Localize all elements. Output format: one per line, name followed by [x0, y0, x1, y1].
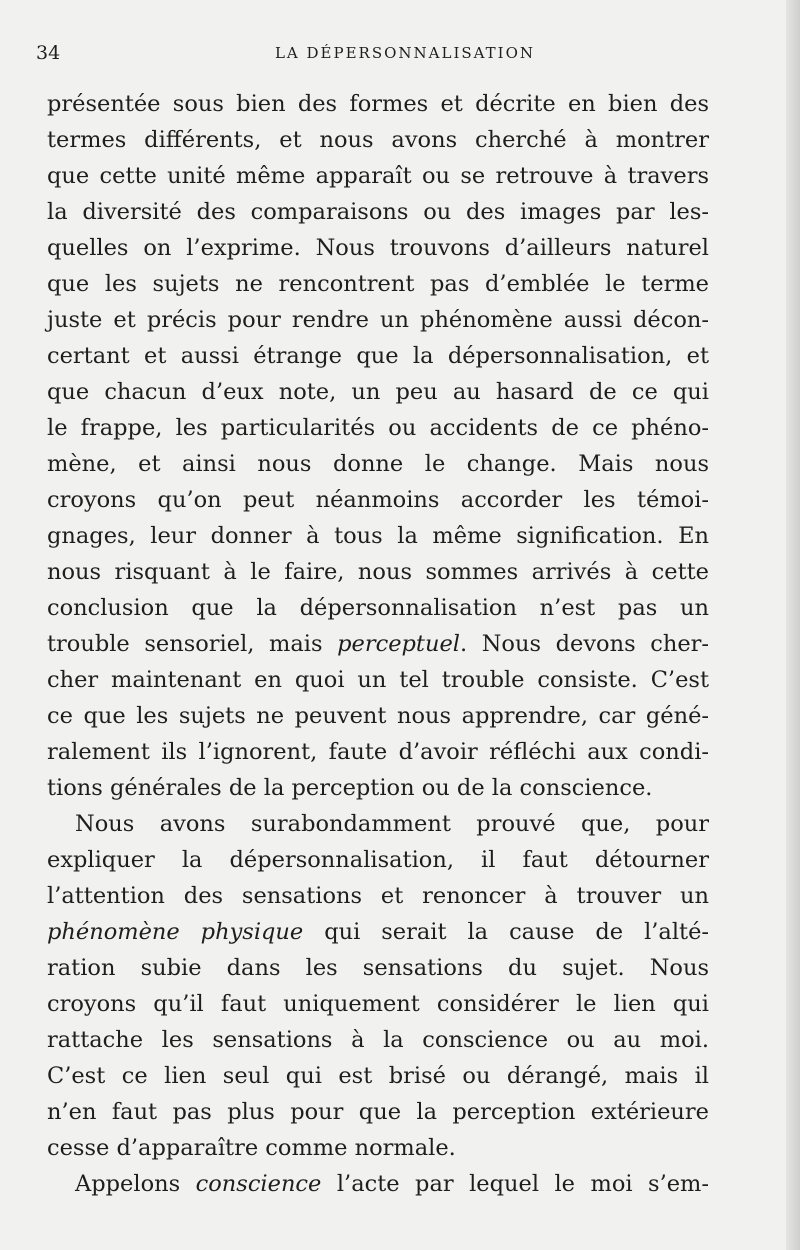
text-line: ration subie dans les sensations du sujet. Nous — [47, 955, 709, 981]
text-line: croyons qu’il faut uniquement considérer le lien qui — [47, 991, 709, 1017]
text-line: que chacun d’eux note, un peu au hasard de ce qui — [47, 379, 709, 405]
text-line: le frappe, les particularités ou accidents de ce phéno- — [47, 415, 709, 441]
text-line: phénomène physique qui serait la cause de l’alté- — [47, 919, 709, 945]
page-header — [36, 42, 774, 72]
text-line: mène, et ainsi nous donne le change. Mais nous — [47, 451, 709, 477]
text-line: trouble sensoriel, mais perceptuel. Nous devons cher- — [47, 631, 709, 657]
text-line: gnages, leur donner à tous la même signification. En — [47, 523, 709, 549]
italic-term: perceptuel — [337, 631, 460, 657]
text-line: nous risquant à le faire, nous sommes arrivés à cette — [47, 559, 709, 585]
page-number: 34 — [36, 42, 61, 64]
text-line: cher maintenant en quoi un tel trouble consiste. C’est — [47, 667, 709, 693]
text-line: n’en faut pas plus pour que la perception extérieure — [47, 1099, 709, 1125]
text-line: présentée sous bien des formes et décrite en bien des — [47, 91, 709, 117]
text-line: la diversité des comparaisons ou des images par les- — [47, 199, 709, 225]
text-line: cesse d’apparaître comme normale. — [47, 1135, 456, 1161]
text-line: conclusion que la dépersonnalisation n’est pas un — [47, 595, 709, 621]
text-line: croyons qu’on peut néanmoins accorder les témoi- — [47, 487, 709, 513]
text-line: l’attention des sensations et renoncer à trouver un — [47, 883, 709, 909]
text-line: C’est ce lien seul qui est brisé ou dérangé, mais il — [47, 1063, 709, 1089]
text-line: termes différents, et nous avons cherché à montrer — [47, 127, 709, 153]
text-line: tions générales de la perception ou de la conscience. — [47, 775, 653, 801]
paragraph — [47, 1166, 709, 1202]
running-title: LA DÉPERSONNALISATION — [274, 44, 536, 62]
text-line: expliquer la dépersonnalisation, il faut détourner — [47, 847, 709, 873]
text-line: certant et aussi étrange que la dépersonnalisation, et — [47, 343, 709, 369]
text-line: Appelons conscience l’acte par lequel le moi s’em- — [75, 1171, 709, 1197]
text-line: ce que les sujets ne peuvent nous apprendre, car géné- — [47, 703, 709, 729]
paragraph — [47, 806, 709, 1166]
page-binding-shadow — [786, 0, 800, 1250]
text-line: quelles on l’exprime. Nous trouvons d’ailleurs naturel — [47, 235, 709, 261]
italic-term: conscience — [195, 1171, 322, 1197]
text-line: rattache les sensations à la conscience ou au moi. — [47, 1027, 709, 1053]
text-line: Nous avons surabondamment prouvé que, pour — [75, 811, 709, 837]
text-line: que cette unité même apparaît ou se retrouve à travers — [47, 163, 709, 189]
text-line: juste et précis pour rendre un phénomène aussi décon- — [47, 307, 709, 333]
paragraph — [47, 86, 709, 806]
text-line: que les sujets ne rencontrent pas d’emblée le terme — [47, 271, 709, 297]
italic-term: phénomène physique — [47, 919, 304, 945]
body-text — [47, 86, 709, 1202]
text-line: ralement ils l’ignorent, faute d’avoir réfléchi aux condi- — [47, 739, 709, 765]
